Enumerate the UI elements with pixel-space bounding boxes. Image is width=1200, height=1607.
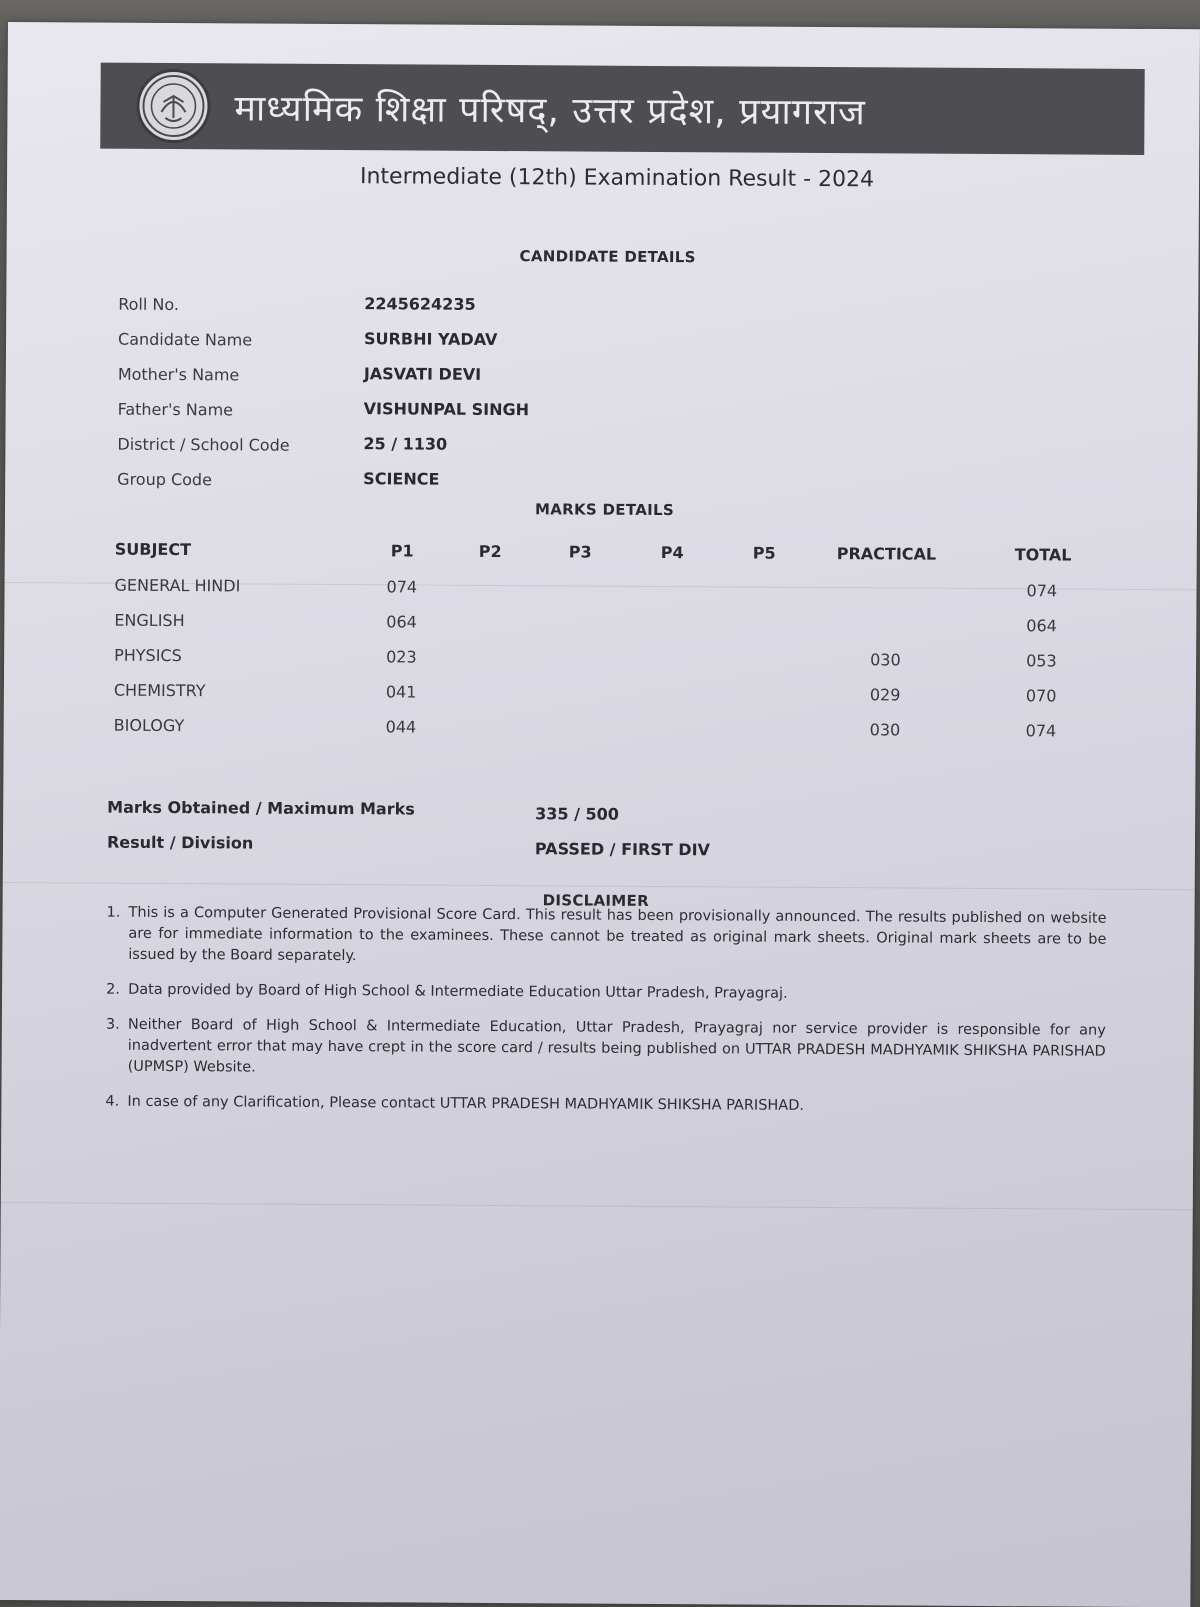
subject-cell: BIOLOGY: [114, 716, 185, 735]
exam-title: Intermediate (12th) Examination Result - 2024: [7, 162, 1200, 194]
total-cell: 070: [1026, 686, 1057, 705]
candidate-name-value: SURBHI YADAV: [364, 329, 497, 349]
disclaimer-text: Data provided by Board of High School & Intermediate Education Uttar Pradesh, Prayagraj.: [128, 980, 1106, 1007]
p1-cell: 044: [386, 717, 417, 736]
roll-no-value: 2245624235: [364, 294, 475, 314]
disclaimer-heading: DISCLAIMER: [543, 891, 649, 910]
column-header-p2: P2: [479, 542, 502, 561]
column-header-total: TOTAL: [1015, 545, 1072, 564]
roll-no-label: Roll No.: [118, 295, 179, 314]
total-cell: 053: [1026, 651, 1057, 670]
subject-cell: CHEMISTRY: [114, 681, 206, 701]
column-header-practical: PRACTICAL: [837, 544, 936, 564]
fathers-name-label: Father's Name: [118, 400, 234, 420]
candidate-name-label: Candidate Name: [118, 330, 252, 350]
subject-cell: PHYSICS: [114, 646, 182, 665]
board-name-hindi: माध्यमिक शिक्षा परिषद्, उत्तर प्रदेश, प्रयागराज: [234, 82, 866, 135]
result-division-label: Result / Division: [107, 833, 253, 853]
fathers-name-value: VISHUNPAL SINGH: [364, 399, 530, 419]
disclaimer-item: [106, 903, 1106, 972]
total-cell: 074: [1026, 721, 1057, 740]
p1-cell: 074: [386, 577, 417, 596]
disclaimer-number: 2.: [106, 980, 128, 1001]
marks-details-heading: MARKS DETAILS: [535, 500, 674, 519]
total-cell: 064: [1026, 616, 1057, 635]
district-school-code-value: 25 / 1130: [363, 434, 447, 454]
disclaimer-text: Neither Board of High School & Intermediate Education, Uttar Pradesh, Prayagraj nor service provider is responsible for any inadvertent error that may have crept in the score card / results being published on UTTAR PRADESH MADHYAMIK SHIKSHA PARISHAD (UPMSP) Website.: [128, 1015, 1106, 1084]
group-code-label: Group Code: [117, 470, 212, 490]
column-header-subject: SUBJECT: [115, 540, 191, 559]
subject-cell: ENGLISH: [114, 611, 184, 630]
mothers-name-value: JASVATI DEVI: [364, 364, 481, 384]
disclaimer-text: In case of any Clarification, Please contact UTTAR PRADESH MADHYAMIK SHIKSHA PARISHAD.: [127, 1092, 1105, 1119]
result-division-value: PASSED / FIRST DIV: [535, 839, 710, 859]
column-header-p5: P5: [753, 544, 776, 563]
column-header-p4: P4: [661, 543, 684, 562]
total-cell: 074: [1026, 581, 1057, 600]
column-header-p1: P1: [391, 541, 414, 560]
disclaimer-list: [105, 903, 1106, 1133]
practical-cell: 029: [870, 685, 901, 704]
subject-cell: GENERAL HINDI: [115, 576, 241, 596]
result-sheet: [0, 22, 1200, 1607]
marks-obtained-value: 335 / 500: [535, 804, 619, 824]
district-school-code-label: District / School Code: [117, 435, 289, 455]
disclaimer-text: This is a Computer Generated Provisional Score Card. This result has been provisionally announced. The results published on website are for immediate information to the examinees. These cannot be treated as original mark sheets. Original mark sheets are to be issued by the Board separately.: [128, 903, 1106, 972]
candidate-details-heading: CANDIDATE DETAILS: [520, 247, 696, 266]
disclaimer-number: 1.: [106, 903, 128, 966]
column-header-p3: P3: [569, 542, 592, 561]
marks-obtained-label: Marks Obtained / Maximum Marks: [107, 798, 415, 819]
disclaimer-item: [105, 1092, 1105, 1119]
practical-cell: 030: [870, 650, 901, 669]
paper-fold: [1, 1202, 1193, 1210]
p1-cell: 064: [386, 612, 417, 631]
p1-cell: 041: [386, 682, 417, 701]
header-band: [100, 63, 1145, 155]
group-code-value: SCIENCE: [363, 469, 439, 488]
disclaimer-item: [106, 1015, 1106, 1084]
p1-cell: 023: [386, 647, 417, 666]
disclaimer-number: 4.: [105, 1092, 127, 1113]
mothers-name-label: Mother's Name: [118, 365, 240, 385]
disclaimer-number: 3.: [106, 1015, 128, 1078]
disclaimer-item: [106, 980, 1106, 1007]
up-government-seal-icon: [136, 69, 210, 143]
practical-cell: 030: [870, 720, 901, 739]
paper-fold: [3, 882, 1195, 890]
